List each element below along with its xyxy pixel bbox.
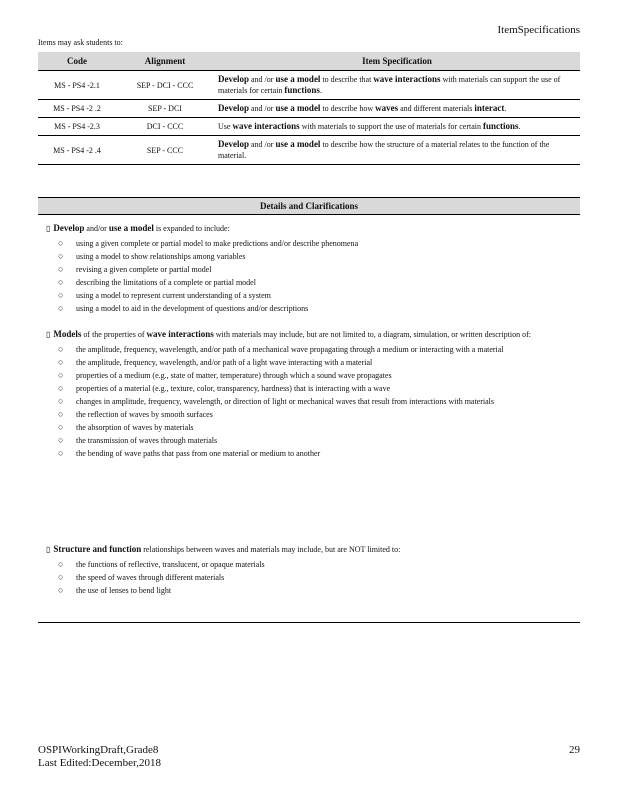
spec-fragment: Develop bbox=[218, 103, 249, 113]
spec-fragment: to describe how bbox=[320, 104, 376, 113]
list-item bbox=[58, 250, 576, 263]
row-spec bbox=[214, 118, 580, 136]
spec-fragment: with materials can support the use of materials for certain bbox=[218, 75, 561, 95]
hollow-circle-icon: ○ bbox=[58, 383, 64, 393]
list-item bbox=[58, 237, 576, 250]
row-code: MS - PS4 -2.3 bbox=[38, 118, 116, 136]
table-header-row bbox=[38, 52, 580, 71]
intro-text: Items may ask students to: bbox=[38, 38, 123, 47]
list-item-text: the speed of waves through different materials bbox=[76, 573, 225, 582]
table-row bbox=[38, 118, 580, 136]
list-item-text: the absorption of waves by materials bbox=[76, 423, 194, 432]
list-item-text: changes in amplitude, frequency, wavelength, or direction of light or mechanical waves that result from interactions with materials bbox=[76, 397, 495, 406]
section-heading bbox=[46, 222, 576, 235]
spec-fragment: use a model bbox=[275, 74, 321, 84]
spec-fragment: functions bbox=[482, 121, 519, 131]
spec-fragment: waves bbox=[375, 103, 399, 113]
list-item bbox=[58, 421, 576, 434]
spec-fragment: functions bbox=[284, 85, 320, 95]
list-item bbox=[58, 408, 576, 421]
footer-edited-line: Last Edited:December,2018 bbox=[38, 757, 161, 769]
spec-fragment: . bbox=[319, 86, 322, 95]
page-header-title: ItemSpecifications bbox=[497, 24, 580, 36]
hollow-circle-icon: ○ bbox=[58, 290, 64, 300]
list-item-text: properties of a medium (e.g., state of matter, temperature) through which a sound wave propagates bbox=[76, 371, 392, 380]
section-heading bbox=[46, 328, 576, 341]
hollow-circle-icon: ○ bbox=[58, 251, 64, 261]
bottom-divider bbox=[38, 622, 580, 623]
hollow-circle-icon: ○ bbox=[58, 435, 64, 445]
list-item bbox=[58, 571, 576, 584]
row-spec bbox=[214, 100, 580, 118]
clarification-list bbox=[46, 343, 576, 460]
spec-fragment: . bbox=[504, 104, 507, 113]
hollow-circle-icon: ○ bbox=[58, 264, 64, 274]
row-code: MS - PS4 -2.1 bbox=[38, 71, 116, 100]
table-row bbox=[38, 71, 580, 100]
list-item-text: the transmission of waves through materials bbox=[76, 436, 218, 445]
list-item-text: the use of lenses to bend light bbox=[76, 586, 172, 595]
spec-fragment: wave interactions bbox=[373, 74, 441, 84]
spec-fragment: wave interactions bbox=[232, 121, 300, 131]
square-box-icon: ▯ bbox=[46, 330, 51, 339]
spec-fragment: and different materials bbox=[398, 104, 475, 113]
row-alignment: SEP - CCC bbox=[116, 136, 214, 165]
hollow-circle-icon: ○ bbox=[58, 585, 64, 595]
hollow-circle-icon: ○ bbox=[58, 572, 64, 582]
hollow-circle-icon: ○ bbox=[58, 370, 64, 380]
list-item bbox=[58, 263, 576, 276]
list-item bbox=[58, 276, 576, 289]
page-number: 29 bbox=[569, 744, 580, 756]
row-alignment: SEP - DCI - CCC bbox=[116, 71, 214, 100]
list-item bbox=[58, 289, 576, 302]
hollow-circle-icon: ○ bbox=[58, 277, 64, 287]
clarification-section bbox=[46, 222, 576, 315]
spec-fragment: and /or bbox=[249, 75, 276, 84]
column-header-code: Code bbox=[38, 52, 116, 71]
spec-fragment: to describe that bbox=[320, 75, 374, 84]
hollow-circle-icon: ○ bbox=[58, 238, 64, 248]
hollow-circle-icon: ○ bbox=[58, 396, 64, 406]
hollow-circle-icon: ○ bbox=[58, 303, 64, 313]
spec-fragment: interact bbox=[474, 103, 505, 113]
row-alignment: SEP - DCI bbox=[116, 100, 214, 118]
list-item bbox=[58, 369, 576, 382]
section-heading-text: is expanded to include: bbox=[153, 224, 230, 233]
row-code: MS - PS4 -2 .2 bbox=[38, 100, 116, 118]
square-box-icon: ▯ bbox=[46, 224, 51, 233]
list-item-text: using a model to aid in the development of questions and/or descriptions bbox=[76, 304, 309, 313]
spec-fragment: Use bbox=[218, 122, 233, 131]
section-heading-text: wave interactions bbox=[146, 329, 214, 339]
list-item bbox=[58, 558, 576, 571]
section-heading-text: Develop bbox=[53, 223, 85, 233]
clarification-section bbox=[46, 328, 576, 460]
hollow-circle-icon: ○ bbox=[58, 448, 64, 458]
square-box-icon: ▯ bbox=[46, 545, 51, 554]
list-item-text: the bending of wave paths that pass from one material or medium to another bbox=[76, 449, 321, 458]
list-item-text: using a given complete or partial model to make predictions and/or describe phenomena bbox=[76, 239, 359, 248]
footer-left bbox=[38, 744, 161, 770]
list-item-text: describing the limitations of a complete or partial model bbox=[76, 278, 256, 287]
clarification-section bbox=[46, 543, 576, 597]
row-spec bbox=[214, 71, 580, 100]
list-item bbox=[58, 584, 576, 597]
list-item-text: revising a given complete or partial model bbox=[76, 265, 212, 274]
section-heading-text: Models bbox=[53, 329, 82, 339]
details-clarifications-heading: Details and Clarifications bbox=[38, 197, 580, 215]
spec-fragment: Develop bbox=[218, 139, 249, 149]
hollow-circle-icon: ○ bbox=[58, 344, 64, 354]
spec-fragment: use a model bbox=[275, 139, 321, 149]
list-item bbox=[58, 343, 576, 356]
row-code: MS - PS4 -2 .4 bbox=[38, 136, 116, 165]
spec-fragment: to describe how the structure of a material relates to the function of the material. bbox=[218, 140, 550, 160]
list-item bbox=[58, 395, 576, 408]
list-item bbox=[58, 382, 576, 395]
hollow-circle-icon: ○ bbox=[58, 409, 64, 419]
spec-fragment: use a model bbox=[275, 103, 321, 113]
spec-fragment: with materials to support the use of materials for certain bbox=[299, 122, 483, 131]
hollow-circle-icon: ○ bbox=[58, 357, 64, 367]
section-heading-text: Structure and function bbox=[53, 544, 142, 554]
list-item-text: using a model to show relationships among variables bbox=[76, 252, 246, 261]
section-heading bbox=[46, 543, 576, 556]
section-heading-text: with materials may include, but are not limited to, a diagram, simulation, or written description of: bbox=[213, 330, 532, 339]
row-alignment: DCI - CCC bbox=[116, 118, 214, 136]
column-header-spec: Item Specification bbox=[214, 52, 580, 71]
table-row bbox=[38, 100, 580, 118]
spec-fragment: . bbox=[518, 122, 521, 131]
section-heading-text: and/or bbox=[84, 224, 109, 233]
list-item-text: the functions of reflective, translucent, or opaque materials bbox=[76, 560, 265, 569]
list-item bbox=[58, 302, 576, 315]
list-item bbox=[58, 434, 576, 447]
section-heading-text: of the properties of bbox=[81, 330, 147, 339]
list-item bbox=[58, 356, 576, 369]
list-item-text: the amplitude, frequency, wavelength, and/or path of a mechanical wave propagating through a medium or interacting with a material bbox=[76, 345, 504, 354]
list-item-text: properties of a material (e.g., texture, color, transparency, hardness) that is interacting with a wave bbox=[76, 384, 391, 393]
list-item-text: using a model to represent current understanding of a system bbox=[76, 291, 271, 300]
footer-draft-line: OSPIWorkingDraft,Grade8 bbox=[38, 744, 159, 756]
hollow-circle-icon: ○ bbox=[58, 559, 64, 569]
section-heading-text: use a model bbox=[108, 223, 154, 233]
spec-fragment: and /or bbox=[249, 140, 276, 149]
section-heading-text: relationships between waves and materials may include, but are NOT limited to: bbox=[141, 545, 401, 554]
table-row bbox=[38, 136, 580, 165]
hollow-circle-icon: ○ bbox=[58, 422, 64, 432]
clarification-list bbox=[46, 237, 576, 315]
list-item-text: the reflection of waves by smooth surfaces bbox=[76, 410, 213, 419]
item-spec-table bbox=[38, 52, 580, 165]
clarification-list bbox=[46, 558, 576, 597]
column-header-alignment: Alignment bbox=[116, 52, 214, 71]
spec-fragment: and /or bbox=[249, 104, 276, 113]
row-spec bbox=[214, 136, 580, 165]
list-item bbox=[58, 447, 576, 460]
list-item-text: the amplitude, frequency, wavelength, and/or path of a light wave interacting with a material bbox=[76, 358, 373, 367]
spec-fragment: Develop bbox=[218, 74, 249, 84]
